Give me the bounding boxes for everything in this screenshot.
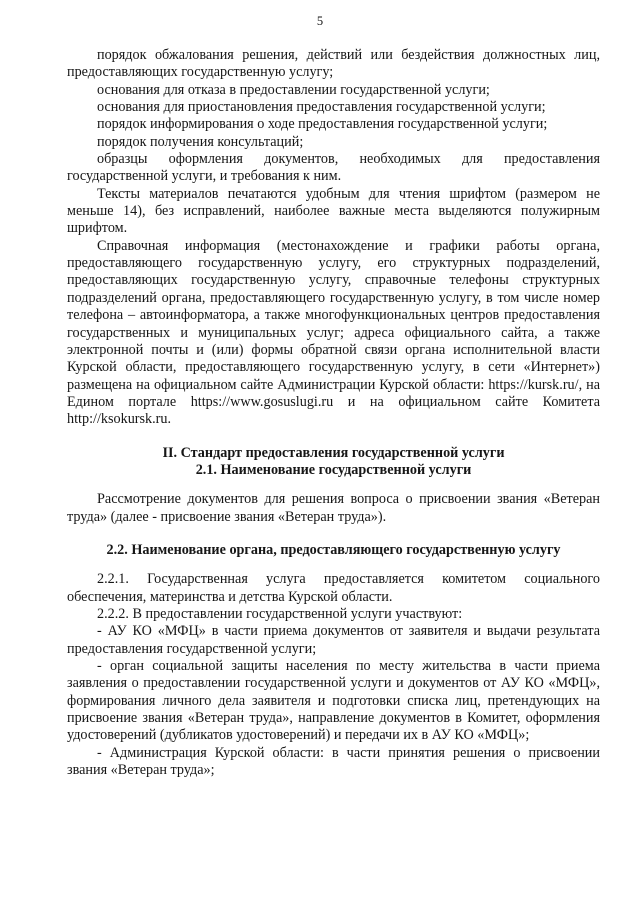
paragraph: порядок обжалования решения, действий или бездействия должностных лиц, предоставляющих государственную услугу; [67, 47, 600, 81]
paragraph: 2.2.1. Государственная услуга предоставляется комитетом социального обеспечения, материнства и детства Курской области. [67, 571, 600, 605]
section-title: II. Стандарт предоставления государственной услуги [162, 444, 505, 461]
paragraph: образцы оформления документов, необходимых для предоставления государственной услуги, и требования к ним. [67, 151, 600, 185]
page-number: 5 [316, 14, 324, 28]
document-body [67, 47, 600, 779]
subsection-title: 2.2. Наименование органа, предоставляющего государственную услугу [106, 541, 561, 558]
paragraph: основания для приостановления предоставления государственной услуги; [97, 99, 546, 116]
paragraph: 2.2.2. В предоставлении государственной услуги участвуют: [97, 605, 463, 622]
paragraph: Справочная информация (местонахождение и графики работы органа, предоставляющего государственную услугу, его структурных подразделений, предоставляющих государственную услугу, справочные телефоны структурных подразделений органа, предоставляющего государственную услугу, в том числе номер телефона – автоинформатора, а также многофункциональных центров предоставления государственных и муниципальных услуг; адреса официального сайта, а также электронной почты и (или) формы обратной связи органа исполнительной власти Курской области, предоставляющего государственную услугу, в сети «Интернет») размещена на официальном сайте Администрации Курской области: https://kursk.ru/, на Едином портале https://www.gosuslugi.ru и на официальном сайте Комитета http://ksokursk.ru. [67, 237, 600, 428]
paragraph: Рассмотрение документов для решения вопроса о присвоении звания «Ветеран труда» (далее - присвоение звания «Ветеран труда»). [67, 491, 600, 525]
paragraph: - орган социальной защиты населения по месту жительства в части приема заявления о предоставлении государственной услуги и документов от АУ КО «МФЦ», формирования личного дела заявителя и подготовки списка лиц, претендующих на присвоение звания «Ветеран труда», направление документов в Комитет, оформления удостоверений (дубликатов удостоверений) и передачи их в АУ КО «МФЦ»; [67, 658, 600, 744]
paragraph: - АУ КО «МФЦ» в части приема документов от заявителя и выдачи результата предоставления государственной услуги; [67, 623, 600, 657]
paragraph: порядок информирования о ходе предоставления государственной услуги; [97, 116, 548, 133]
paragraph: - Администрация Курской области: в части принятия решения о присвоении звания «Ветеран труда»; [67, 744, 600, 779]
subsection-title: 2.1. Наименование государственной услуги [195, 461, 472, 478]
paragraph: порядок получения консультаций; [97, 133, 304, 150]
paragraph: Тексты материалов печатаются удобным для чтения шрифтом (размером не меньше 14), без исправлений, наиболее важные места выделяются полужирным шрифтом. [67, 185, 600, 237]
paragraph: основания для отказа в предоставлении государственной услуги; [97, 81, 490, 98]
